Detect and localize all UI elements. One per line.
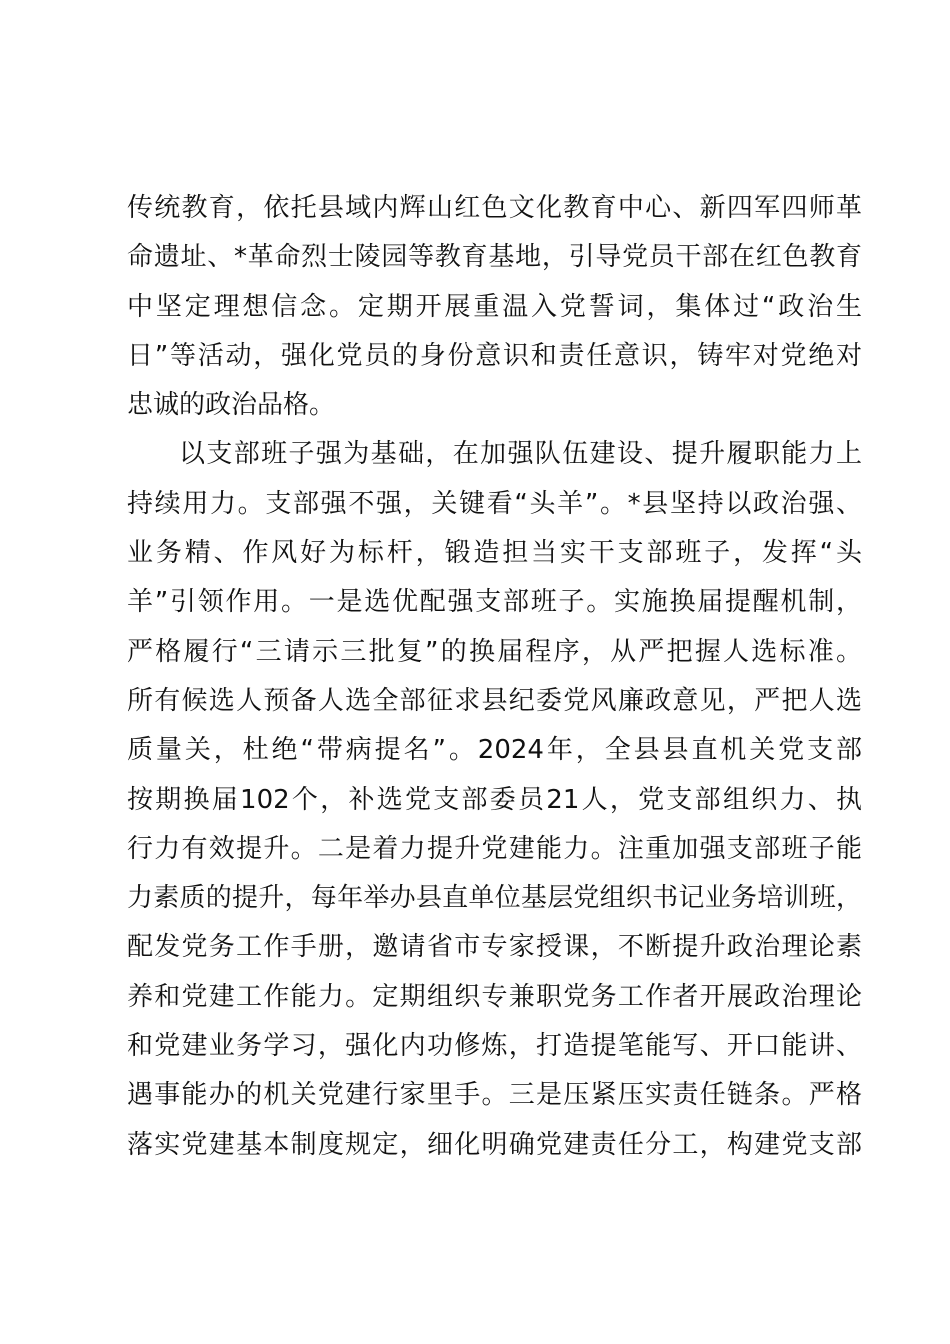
text-line: 养和党建工作能力。定期组织专兼职党务工作者开展政治理论	[127, 981, 862, 1012]
text-line: 配发党务工作手册，邀请省市专家授课，不断提升政治理论素	[127, 932, 862, 963]
paragraph-first-line: 以支部班子强为基础，在加强队伍建设、提升履职能力上	[179, 439, 862, 470]
text-line: 力素质的提升，每年举办县直单位基层党组织书记业务培训班，	[127, 883, 862, 914]
body-text	[127, 184, 862, 1170]
text-line: 落实党建基本制度规定，细化明确党建责任分工，构建党支部	[127, 1129, 862, 1160]
text-line: 传统教育，依托县域内辉山红色文化教育中心、新四军四师革	[127, 193, 862, 223]
text-line: 质量关，杜绝“带病提名”。2024年，全县县直机关党支部	[127, 735, 862, 766]
text-line: 日”等活动，强化党员的身份意识和责任意识，铸牢对党绝对	[127, 340, 862, 371]
text-line: 羊”引领作用。一是选优配强支部班子。实施换届提醒机制，	[127, 587, 862, 618]
text-line: 按期换届102个，补选党支部委员21人，党支部组织力、执	[127, 784, 862, 815]
text-line: 命遗址、*革命烈士陵园等教育基地，引导党员干部在红色教育	[127, 242, 862, 273]
text-line: 业务精、作风好为标杆，锻造担当实干支部班子，发挥“头	[127, 538, 862, 569]
text-line: 所有候选人预备人选全部征求县纪委党风廉政意见，严把人选	[127, 685, 862, 716]
text-line: 和党建业务学习，强化内功修炼，打造提笔能写、开口能讲、	[127, 1031, 862, 1062]
text-line: 持续用力。支部强不强，关键看“头羊”。*县坚持以政治强、	[127, 488, 862, 519]
text-line: 遇事能办的机关党建行家里手。三是压紧压实责任链条。严格	[127, 1080, 862, 1111]
text-line: 中坚定理想信念。定期开展重温入党誓词，集体过“政治生	[127, 291, 862, 322]
text-line: 严格履行“三请示三批复”的换届程序，从严把握人选标准。	[127, 636, 862, 667]
text-line: 忠诚的政治品格。	[127, 390, 336, 421]
text-line: 行力有效提升。二是着力提升党建能力。注重加强支部班子能	[127, 833, 862, 864]
